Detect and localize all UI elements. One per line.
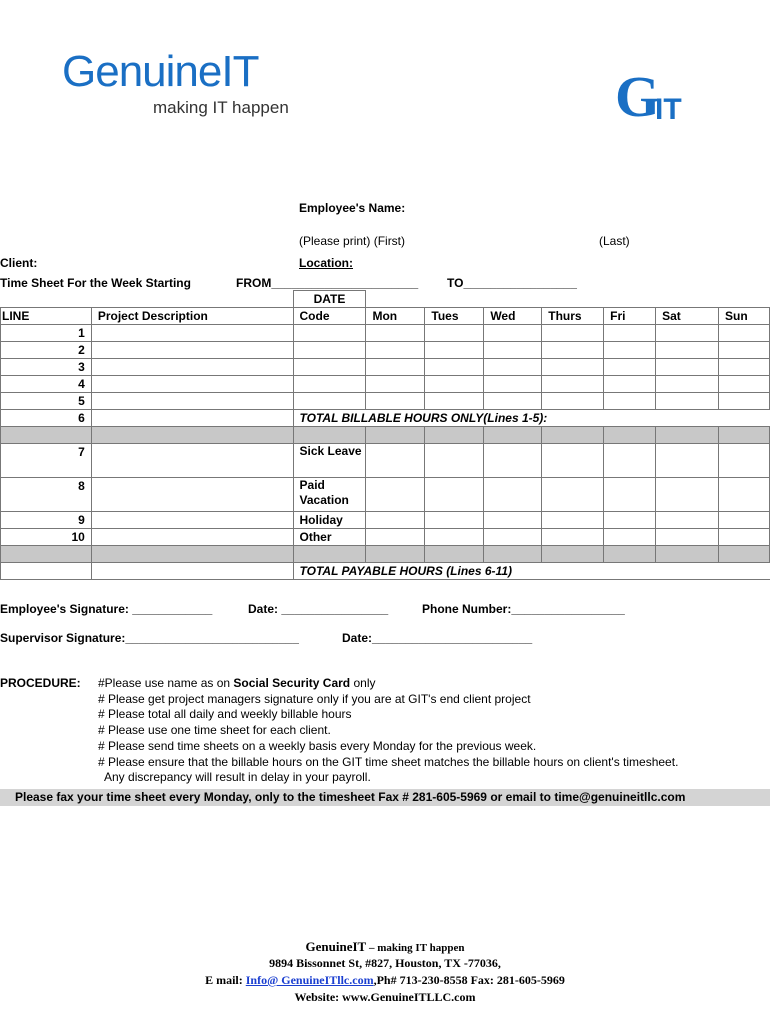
table-row <box>1 393 770 410</box>
procedure-line-1 <box>98 676 678 692</box>
hours-cell[interactable] <box>718 325 769 342</box>
location-label: Location: <box>299 256 353 270</box>
hours-cell[interactable] <box>542 512 604 529</box>
table-row <box>1 512 770 529</box>
date-field-1[interactable]: Date: ________________ <box>248 602 389 616</box>
footer-website: Website: www.GenuineITLLC.com <box>294 990 476 1004</box>
print-hint: (Please print) (First) <box>299 234 406 248</box>
fax-notice: Please fax your time sheet every Monday, only to the timesheet Fax # 281-605-5969 or email to time@genuineitllc.com <box>15 790 686 804</box>
footer-company-name: GenuineIT <box>305 939 367 954</box>
hours-cell[interactable] <box>604 393 656 410</box>
footer-address: 9894 Bissonnet St, #827, Houston, TX -77036, <box>269 956 501 970</box>
footer-phone-fax: ,Ph# 713-230-8558 Fax: 281-605-5969 <box>373 973 565 987</box>
logo-mark-it: IT <box>655 93 682 124</box>
hours-cell[interactable] <box>425 393 484 410</box>
hours-cell[interactable] <box>604 376 656 393</box>
code-cell[interactable] <box>293 359 366 376</box>
code-label: Sick Leave <box>293 444 366 478</box>
table-row <box>1 376 770 393</box>
hours-cell[interactable] <box>484 393 542 410</box>
hours-cell[interactable] <box>425 342 484 359</box>
hours-cell[interactable] <box>718 393 769 410</box>
hours-cell[interactable] <box>656 529 719 546</box>
hours-cell[interactable] <box>718 359 769 376</box>
project-cell[interactable] <box>91 444 293 478</box>
project-cell[interactable] <box>91 342 293 359</box>
separator-row <box>1 427 770 444</box>
ssc-emphasis: Social Security Card <box>233 676 351 690</box>
header-row <box>1 308 770 325</box>
separator-row <box>1 546 770 563</box>
table-row <box>1 410 770 427</box>
hours-cell[interactable] <box>542 529 604 546</box>
procedure-line: # Please total all daily and weekly billable hours <box>98 707 352 722</box>
project-cell[interactable] <box>91 512 293 529</box>
code-label: Paid Vacation <box>293 478 366 512</box>
total-billable-label: TOTAL BILLABLE HOURS ONLY(Lines 1-5): <box>293 410 769 427</box>
footer-contact <box>0 973 770 988</box>
table-row <box>1 478 770 512</box>
hours-cell[interactable] <box>542 478 604 512</box>
code-cell[interactable] <box>293 325 366 342</box>
project-cell[interactable] <box>91 359 293 376</box>
code-cell[interactable] <box>293 376 366 393</box>
hours-cell[interactable] <box>366 359 425 376</box>
table-row <box>1 325 770 342</box>
hours-cell[interactable] <box>604 529 656 546</box>
supervisor-signature-field[interactable]: Supervisor Signature:__________________________ <box>0 631 299 645</box>
total-payable-label: TOTAL PAYABLE HOURS (Lines 6-11) <box>293 563 769 580</box>
to-field[interactable]: TO_________________ <box>447 276 577 290</box>
project-cell[interactable] <box>91 376 293 393</box>
line-number: 1 <box>1 325 92 342</box>
hours-cell[interactable] <box>484 359 542 376</box>
footer-company <box>0 939 770 955</box>
procedure-line: # Please send time sheets on a weekly basis every Monday for the previous week. <box>98 738 537 753</box>
mon-header: Mon <box>366 308 425 325</box>
procedure-label: PROCEDURE: <box>0 676 81 690</box>
hours-cell[interactable] <box>425 529 484 546</box>
procedure-line: Any discrepancy will result in delay in your payroll. <box>98 770 371 785</box>
hours-cell[interactable] <box>484 325 542 342</box>
phone-number-field[interactable]: Phone Number:_________________ <box>422 602 625 616</box>
procedure-line: # Please get project managers signature only if you are at GIT's end client project <box>98 691 531 706</box>
procedure-text: only <box>350 676 376 690</box>
hours-cell[interactable] <box>366 478 425 512</box>
line-number: 4 <box>1 376 92 393</box>
hours-cell[interactable] <box>656 359 719 376</box>
hours-cell[interactable] <box>656 444 719 478</box>
week-starting-label: Time Sheet For the Week Starting <box>0 276 191 290</box>
table-row <box>1 342 770 359</box>
sun-header: Sun <box>718 308 769 325</box>
hours-cell[interactable] <box>425 376 484 393</box>
hours-cell[interactable] <box>604 359 656 376</box>
hours-cell[interactable] <box>366 342 425 359</box>
hours-cell[interactable] <box>425 512 484 529</box>
logo-mark-g: G <box>615 64 661 124</box>
footer-email-label: E mail: <box>205 973 246 987</box>
last-name-hint: (Last) <box>599 234 630 248</box>
hours-cell[interactable] <box>656 342 719 359</box>
project-header: Project Description <box>91 308 293 325</box>
total-payable-row <box>1 563 770 580</box>
hours-cell[interactable] <box>656 393 719 410</box>
hours-cell[interactable] <box>542 342 604 359</box>
line-number: 7 <box>1 444 92 478</box>
company-logo: GenuineIT <box>62 47 259 96</box>
hours-cell[interactable] <box>604 444 656 478</box>
hours-cell[interactable] <box>484 342 542 359</box>
hours-cell[interactable] <box>484 478 542 512</box>
project-cell[interactable] <box>91 393 293 410</box>
hours-cell[interactable] <box>604 478 656 512</box>
hours-cell[interactable] <box>425 478 484 512</box>
hours-cell[interactable] <box>542 393 604 410</box>
hours-cell[interactable] <box>542 325 604 342</box>
employee-signature-field[interactable]: Employee's Signature: ____________ <box>0 602 213 616</box>
hours-cell[interactable] <box>604 325 656 342</box>
date-row <box>1 291 770 308</box>
logo-tagline: making IT happen <box>153 98 289 117</box>
hours-cell[interactable] <box>656 376 719 393</box>
code-cell[interactable] <box>293 393 366 410</box>
wed-header: Wed <box>484 308 542 325</box>
hours-cell[interactable] <box>656 478 719 512</box>
code-cell[interactable] <box>293 342 366 359</box>
hours-cell[interactable] <box>425 359 484 376</box>
table-row <box>1 359 770 376</box>
fax-notice-bar <box>0 789 770 806</box>
hours-cell[interactable] <box>366 376 425 393</box>
hours-cell[interactable] <box>718 512 769 529</box>
table-row <box>1 444 770 478</box>
hours-cell[interactable] <box>656 325 719 342</box>
line-number: 8 <box>1 478 92 512</box>
procedure-list <box>98 676 678 786</box>
line-number: 2 <box>1 342 92 359</box>
line-number: 9 <box>1 512 92 529</box>
table-row <box>1 529 770 546</box>
procedure-line: # Please use one time sheet for each client. <box>98 723 331 738</box>
project-cell <box>91 410 293 427</box>
employee-name-label: Employee's Name: <box>299 201 406 215</box>
git-logo-mark <box>615 64 700 129</box>
client-label: Client: <box>0 256 38 270</box>
hours-cell[interactable] <box>366 529 425 546</box>
hours-cell[interactable] <box>656 512 719 529</box>
date-label: DATE <box>293 291 366 308</box>
hours-cell[interactable] <box>484 529 542 546</box>
code-header: Code <box>293 308 366 325</box>
hours-cell[interactable] <box>484 512 542 529</box>
timesheet-table <box>0 290 770 580</box>
hours-cell[interactable] <box>718 342 769 359</box>
hours-cell[interactable] <box>542 359 604 376</box>
fri-header: Fri <box>604 308 656 325</box>
hours-cell[interactable] <box>718 376 769 393</box>
hours-cell[interactable] <box>718 529 769 546</box>
date-field-2[interactable]: Date:________________________ <box>342 631 533 645</box>
hours-cell[interactable] <box>366 325 425 342</box>
hours-cell[interactable] <box>484 444 542 478</box>
from-field[interactable]: FROM______________________ <box>236 276 419 290</box>
thurs-header: Thurs <box>542 308 604 325</box>
hours-cell[interactable] <box>425 325 484 342</box>
project-cell[interactable] <box>91 529 293 546</box>
footer-email-link[interactable]: Info@ GenuineITllc.com <box>245 973 374 987</box>
hours-cell[interactable] <box>366 393 425 410</box>
hours-cell[interactable] <box>718 444 769 478</box>
hours-cell[interactable] <box>484 376 542 393</box>
hours-cell[interactable] <box>604 512 656 529</box>
hours-cell[interactable] <box>542 376 604 393</box>
hours-cell[interactable] <box>718 478 769 512</box>
hours-cell[interactable] <box>542 444 604 478</box>
line-number: 3 <box>1 359 92 376</box>
hours-cell[interactable] <box>604 342 656 359</box>
sat-header: Sat <box>656 308 719 325</box>
line-header: LINE <box>1 308 92 325</box>
procedure-text: #Please use name as on <box>98 676 234 690</box>
line-number: 5 <box>1 393 92 410</box>
tues-header: Tues <box>425 308 484 325</box>
project-cell[interactable] <box>91 478 293 512</box>
hours-cell[interactable] <box>366 512 425 529</box>
procedure-line: # Please ensure that the billable hours on the GIT time sheet matches the billable hours on client's timesheet. <box>98 754 679 769</box>
hours-cell[interactable] <box>425 444 484 478</box>
code-label: Holiday <box>293 512 366 529</box>
code-label: Other <box>293 529 366 546</box>
footer-tagline: – making IT happen <box>366 942 465 954</box>
line-number: 6 <box>1 410 92 427</box>
project-cell[interactable] <box>91 325 293 342</box>
line-number: 10 <box>1 529 92 546</box>
hours-cell[interactable] <box>366 444 425 478</box>
